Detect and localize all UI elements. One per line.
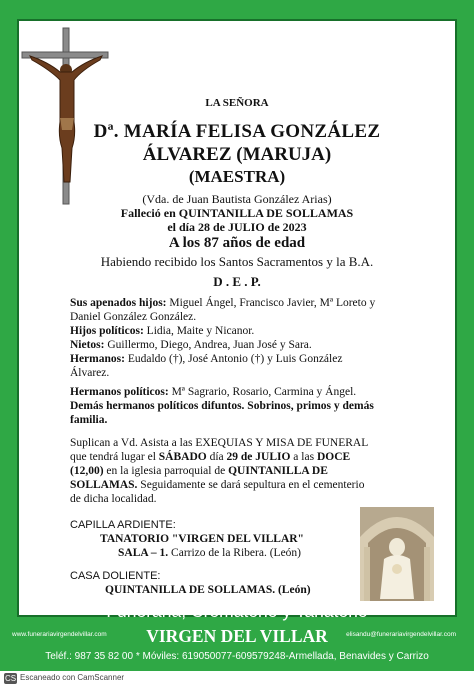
funeral-line4 <box>70 478 364 492</box>
grandchildren-label: Nietos: <box>70 339 105 351</box>
grandchildren-names: Guillermo, Diego, Andrea, Juan José y Sara. <box>107 339 312 351</box>
inlaws-names: Lidia, Maite y Nicanor. <box>146 325 255 337</box>
funeral-time: DOCE <box>316 451 351 463</box>
chapel-sala-number: SALA – 1. <box>118 547 169 559</box>
footer-brand: VIRGEN DEL VILLAR <box>146 626 328 646</box>
sibling-inlaws-line <box>70 385 356 399</box>
funeral-church-text: en la iglesia parroquial de <box>106 465 226 477</box>
died-in: Falleció en QUINTANILLA DE SOLLAMAS <box>120 206 354 220</box>
rest-family-b: familia. <box>70 414 108 426</box>
funeral-place-a: QUINTANILLA DE <box>228 465 328 477</box>
children-names-b: Daniel González González. <box>70 311 197 323</box>
widow-of: (Vda. de Juan Bautista González Arias) <box>142 192 332 206</box>
funeral-text-pre: que tendrá lugar el <box>70 451 156 463</box>
deceased-name-line2: ÁLVAREZ (MARUJA) <box>142 144 332 165</box>
funeral-burial-text: Seguidamente se dará sepultura en el cementerio <box>140 479 365 491</box>
funeral-line5: de dicha localidad. <box>70 493 157 505</box>
inlaws-line <box>70 324 254 338</box>
rest-family-a: Demás hermanos políticos difuntos. Sobrinos, primos y demás <box>70 400 374 412</box>
house-place: QUINTANILLA DE SOLLAMAS. (León) <box>105 584 311 596</box>
age: A los 87 años de edad <box>168 235 306 251</box>
house-label: CASA DOLIENTE: <box>70 570 161 582</box>
funeral-line3 <box>70 464 328 478</box>
footer-website[interactable]: www.funerariavirgendelvillar.com <box>12 631 107 638</box>
footer-email[interactable]: elisandu@funerariavirgendelvillar.com <box>346 631 456 638</box>
dep: D . E . P. <box>213 274 261 289</box>
funeral-time-number: (12,00) <box>70 465 104 477</box>
sibling-inlaws-names: Mª Sagrario, Rosario, Carmina y Ángel. <box>171 386 357 398</box>
funeral-date: 29 de JULIO <box>226 451 291 463</box>
profession: (MAESTRA) <box>188 167 286 186</box>
chapel-label: CAPILLA ARDIENTE: <box>70 519 176 531</box>
funeral-line2 <box>70 450 350 464</box>
virgin-statue-photo <box>360 507 434 601</box>
children-names-a: Miguel Ángel, Francisco Javier, Mª Loreto y <box>169 297 376 309</box>
children-label: Sus apenados hijos: <box>70 297 167 309</box>
chapel-tanatorio: TANATORIO "VIRGEN DEL VILLAR" <box>100 533 304 545</box>
deceased-name-line1: Dª. MARÍA FELISA GONZÁLEZ <box>93 121 381 142</box>
grandchildren-line <box>70 338 312 352</box>
sacraments: Habiendo recibido los Santos Sacramentos y la B.A. <box>100 254 374 269</box>
siblings-label: Hermanos: <box>70 353 125 365</box>
siblings-names-b: Álvarez. <box>70 367 110 379</box>
funeral-line1: Suplican a Vd. Asista a las EXEQUIAS Y MISA DE FUNERAL <box>70 437 369 449</box>
siblings-names-a: Eudaldo (†), José Antonio (†) y Luis González <box>127 353 343 365</box>
camscanner-logo: CS <box>4 674 17 683</box>
died-date: el día 28 de JULIO de 2023 <box>167 220 307 234</box>
inlaws-label: Hijos políticos: <box>70 325 144 337</box>
footer-phones: Teléf.: 987 35 82 00 * Móviles: 619050077-609579248-Armellada, Benavides y Carrizo <box>45 651 429 662</box>
chapel-sala <box>118 546 301 560</box>
funeral-text-mid: día <box>209 451 224 463</box>
chapel-sala-location: Carrizo de la Ribera. (León) <box>171 547 302 559</box>
siblings-line <box>70 352 342 366</box>
intro: LA SEÑORA <box>205 97 269 109</box>
footer-title: Funeraria, Crematorio y Tanatorio <box>106 601 368 621</box>
scanner-text: Escaneado con CamScanner <box>20 673 125 682</box>
children-line1 <box>70 296 375 310</box>
funeral-day: SÁBADO <box>158 451 207 463</box>
funeral-text-mid2: a las <box>293 451 315 463</box>
sibling-inlaws-label: Hermanos políticos: <box>70 386 169 398</box>
funeral-place-b: SOLLAMAS. <box>70 479 138 491</box>
